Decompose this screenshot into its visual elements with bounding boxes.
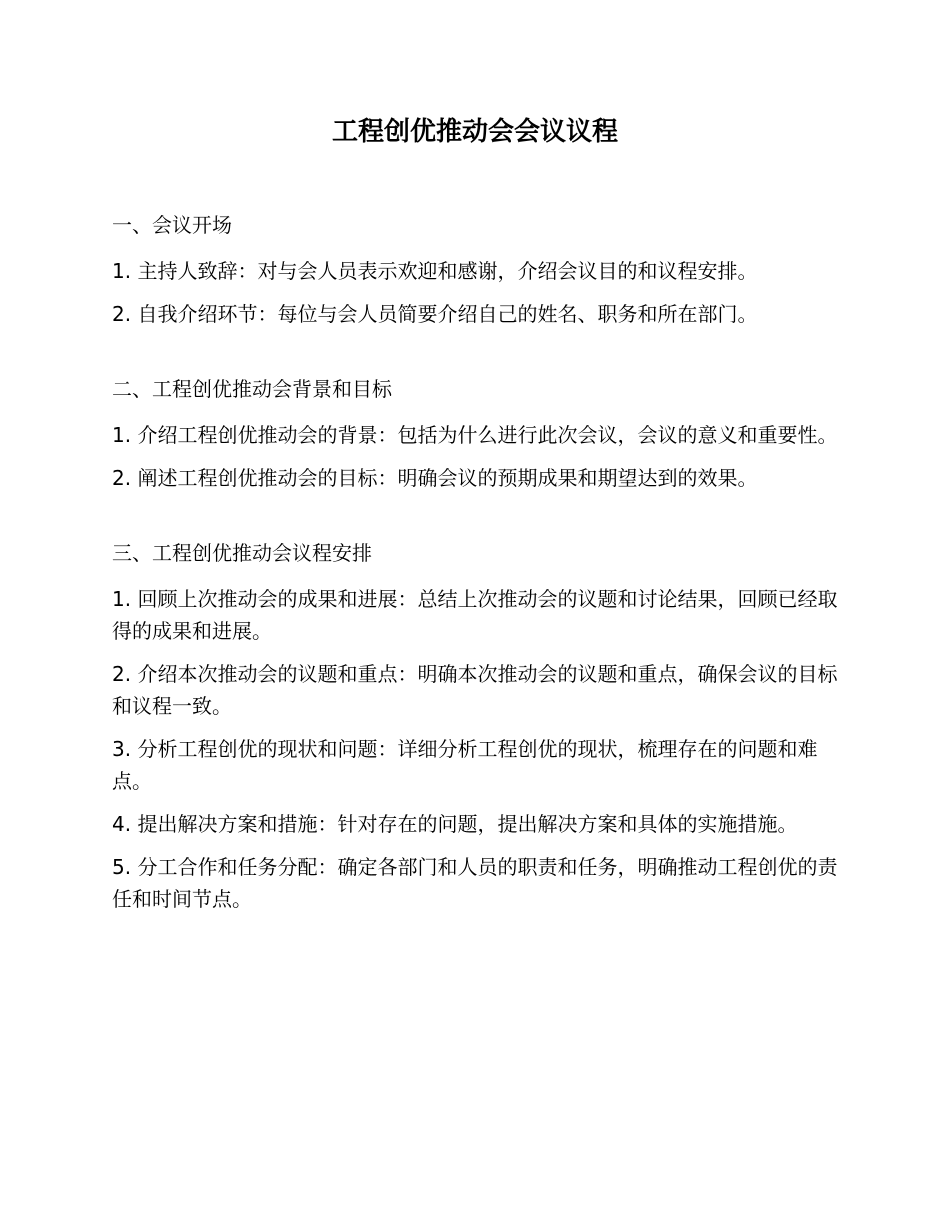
section-opening — [112, 206, 838, 330]
section-heading: 一、会议开场 — [112, 213, 232, 237]
agenda-item: 2. 阐述工程创优推动会的目标：明确会议的预期成果和期望达到的效果。 — [112, 466, 758, 490]
agenda-item: 4. 提出解决方案和措施：针对存在的问题，提出解决方案和具体的实施措施。 — [112, 812, 798, 836]
section-background-goals — [112, 370, 838, 494]
agenda-item: 2. 介绍本次推动会的议题和重点：明确本次推动会的议题和重点，确保会议的目标和议程一致。 — [112, 662, 838, 718]
agenda-item: 2. 自我介绍环节：每位与会人员简要介绍自己的姓名、职务和所在部门。 — [112, 302, 758, 326]
section-heading: 二、工程创优推动会背景和目标 — [112, 377, 392, 401]
agenda-item: 1. 介绍工程创优推动会的背景：包括为什么进行此次会议，会议的意义和重要性。 — [112, 423, 838, 447]
document-title: 工程创优推动会会议议程 — [331, 117, 618, 147]
agenda-item: 1. 主持人致辞：对与会人员表示欢迎和感谢，介绍会议目的和议程安排。 — [112, 259, 758, 283]
agenda-item: 3. 分析工程创优的现状和问题：详细分析工程创优的现状，梳理存在的问题和难点。 — [112, 737, 818, 793]
agenda-item: 1. 回顾上次推动会的成果和进展：总结上次推动会的议题和讨论结果，回顾已经取得的成果和进展。 — [112, 587, 838, 643]
document-body — [112, 206, 838, 915]
section-heading: 三、工程创优推动会议程安排 — [112, 541, 372, 565]
section-agenda-arrangement — [112, 534, 838, 915]
agenda-item: 5. 分工合作和任务分配：确定各部门和人员的职责和任务，明确推动工程创优的责任和时间节点。 — [112, 855, 838, 911]
